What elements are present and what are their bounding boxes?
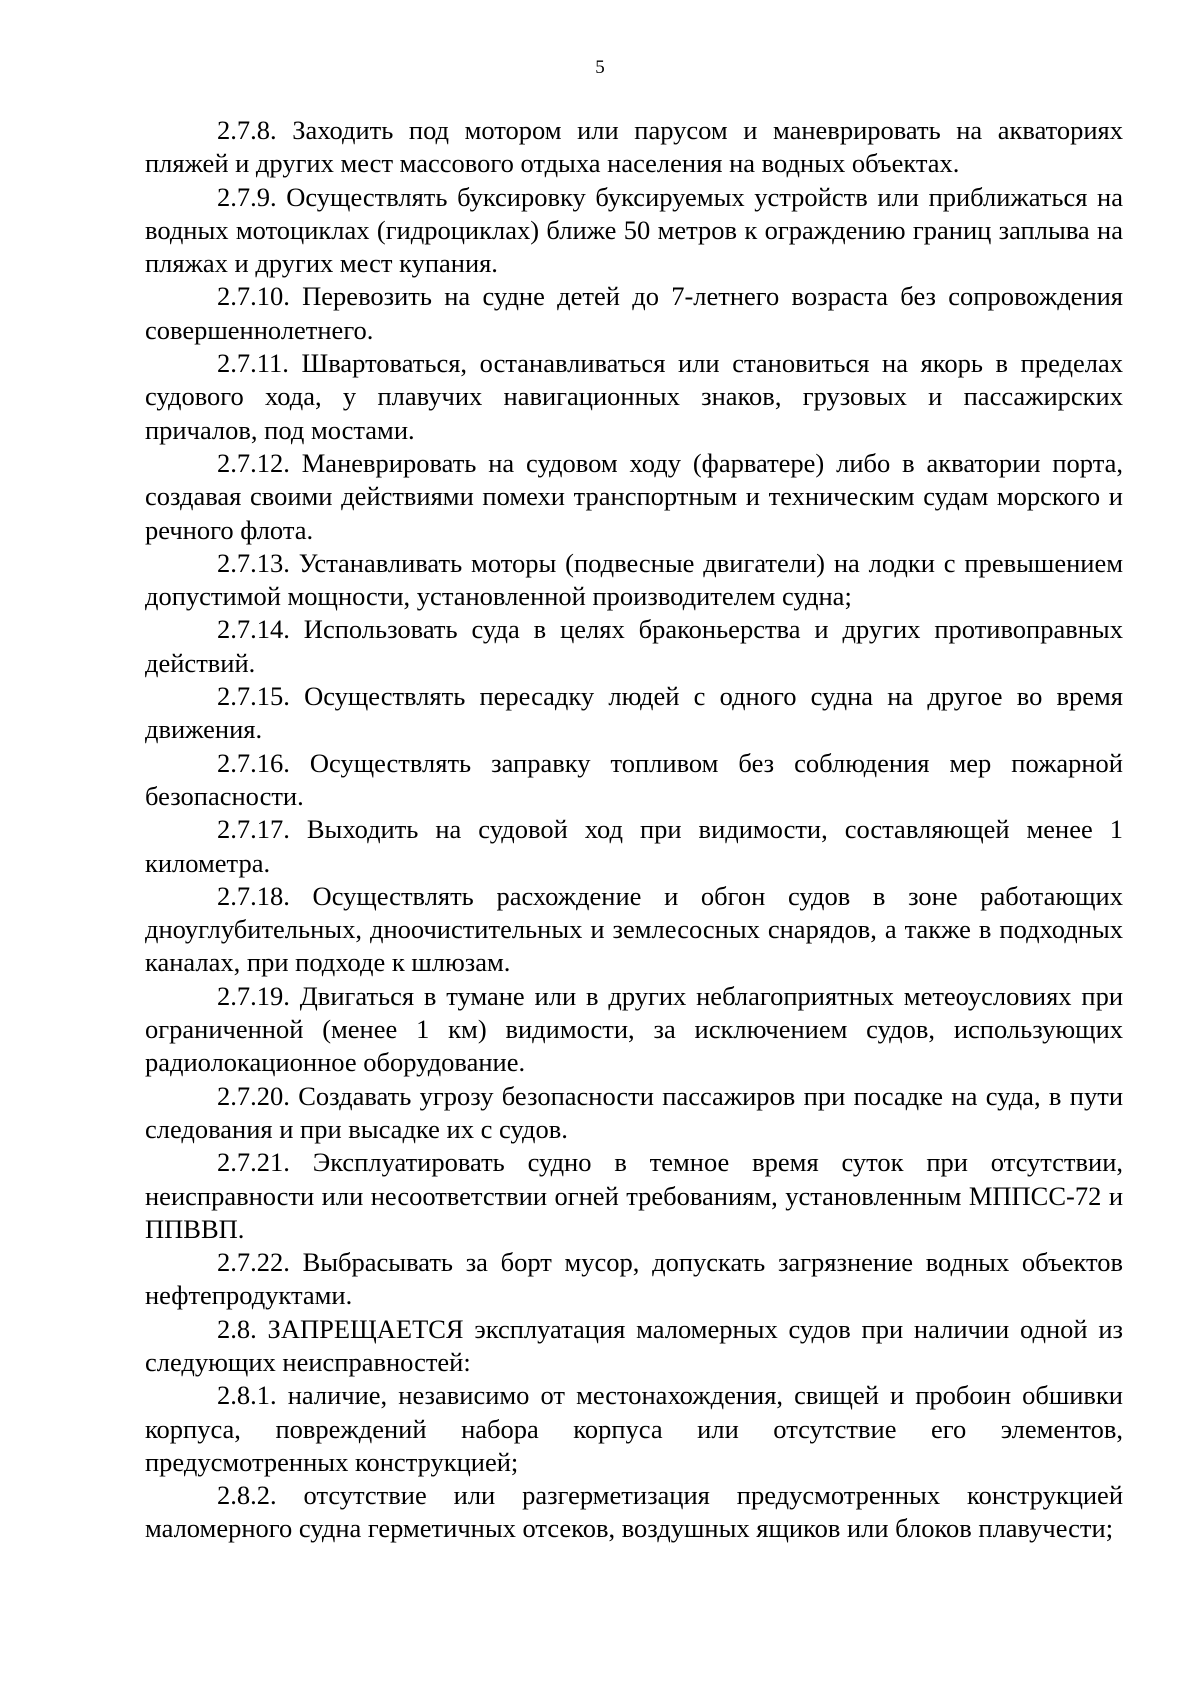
paragraph-2-7-11: 2.7.11. Швартоваться, останавливаться или становиться на якорь в пределах судового хода, у плавучих навигационных знаков, грузовых и пассажирских причалов, под мостами.	[145, 348, 1123, 445]
paragraph-2-8: 2.8. ЗАПРЕЩАЕТСЯ эксплуатация маломерных судов при наличии одной из следующих неисправностей:	[145, 1313, 1123, 1377]
paragraph-2-8-1: 2.8.1. наличие, независимо от местонахождения, свищей и пробоин обшивки корпуса, повреждений набора корпуса или отсутствие его элементов, предусмотренных конструкцией;	[145, 1380, 1123, 1477]
paragraph-2-7-18: 2.7.18. Осуществлять расхождение и обгон судов в зоне работающих дноуглубительных, дноочистительных и землесосных снарядов, а также в подходных каналах, при подходе к шлюзам.	[145, 880, 1123, 978]
page-number: 5	[595, 57, 605, 78]
paragraph-2-7-9: 2.7.9. Осуществлять буксировку буксируемых устройств или приближаться на водных мотоциклах (гидроциклах) ближе 50 метров к ограждению границ заплыва на пляжах и других мест купания.	[145, 181, 1123, 279]
paragraph-2-7-8: 2.7.8. Заходить под мотором или парусом и маневрировать на акваториях пляжей и других мест массового отдыха населения на водных объектах.	[145, 115, 1123, 179]
paragraph-2-7-22: 2.7.22. Выбрасывать за борт мусор, допускать загрязнение водных объектов нефтепродуктами.	[145, 1247, 1123, 1311]
paragraph-2-7-14: 2.7.14. Использовать суда в целях браконьерства и других противоправных действий.	[145, 614, 1123, 678]
document-body	[145, 114, 1123, 1546]
paragraph-2-7-21: 2.7.21. Эксплуатировать судно в темное время суток при отсутствии, неисправности или несоответствии огней требованиям, установленным МППСС-72 и ППВВП.	[145, 1147, 1123, 1244]
paragraph-2-7-10: 2.7.10. Перевозить на судне детей до 7-летнего возраста без сопровождения совершеннолетнего.	[145, 281, 1123, 345]
paragraph-2-8-2: 2.8.2. отсутствие или разгерметизация предусмотренных конструкцией маломерного судна герметичных отсеков, воздушных ящиков или блоков плавучести;	[145, 1480, 1123, 1544]
paragraph-2-7-19: 2.7.19. Двигаться в тумане или в других неблагоприятных метеоусловиях при ограниченной (менее 1 км) видимости, за исключением судов, использующих радиолокационное оборудование.	[145, 980, 1123, 1078]
paragraph-2-7-15: 2.7.15. Осуществлять пересадку людей с одного судна на другое во время движения.	[145, 681, 1123, 745]
paragraph-2-7-12: 2.7.12. Маневрировать на судовом ходу (фарватере) либо в акватории порта, создавая своими действиями помехи транспортным и техническим судам морского и речного флота.	[145, 447, 1123, 545]
paragraph-2-7-16: 2.7.16. Осуществлять заправку топливом без соблюдения мер пожарной безопасности.	[145, 747, 1123, 811]
paragraph-2-7-17: 2.7.17. Выходить на судовой ход при видимости, составляющей менее 1 километра.	[145, 814, 1123, 878]
paragraph-2-7-13: 2.7.13. Устанавливать моторы (подвесные двигатели) на лодки с превышением допустимой мощности, установленной производителем судна;	[145, 547, 1123, 612]
paragraph-2-7-20: 2.7.20. Создавать угрозу безопасности пассажиров при посадке на суда, в пути следования и при высадке их с судов.	[145, 1080, 1123, 1144]
